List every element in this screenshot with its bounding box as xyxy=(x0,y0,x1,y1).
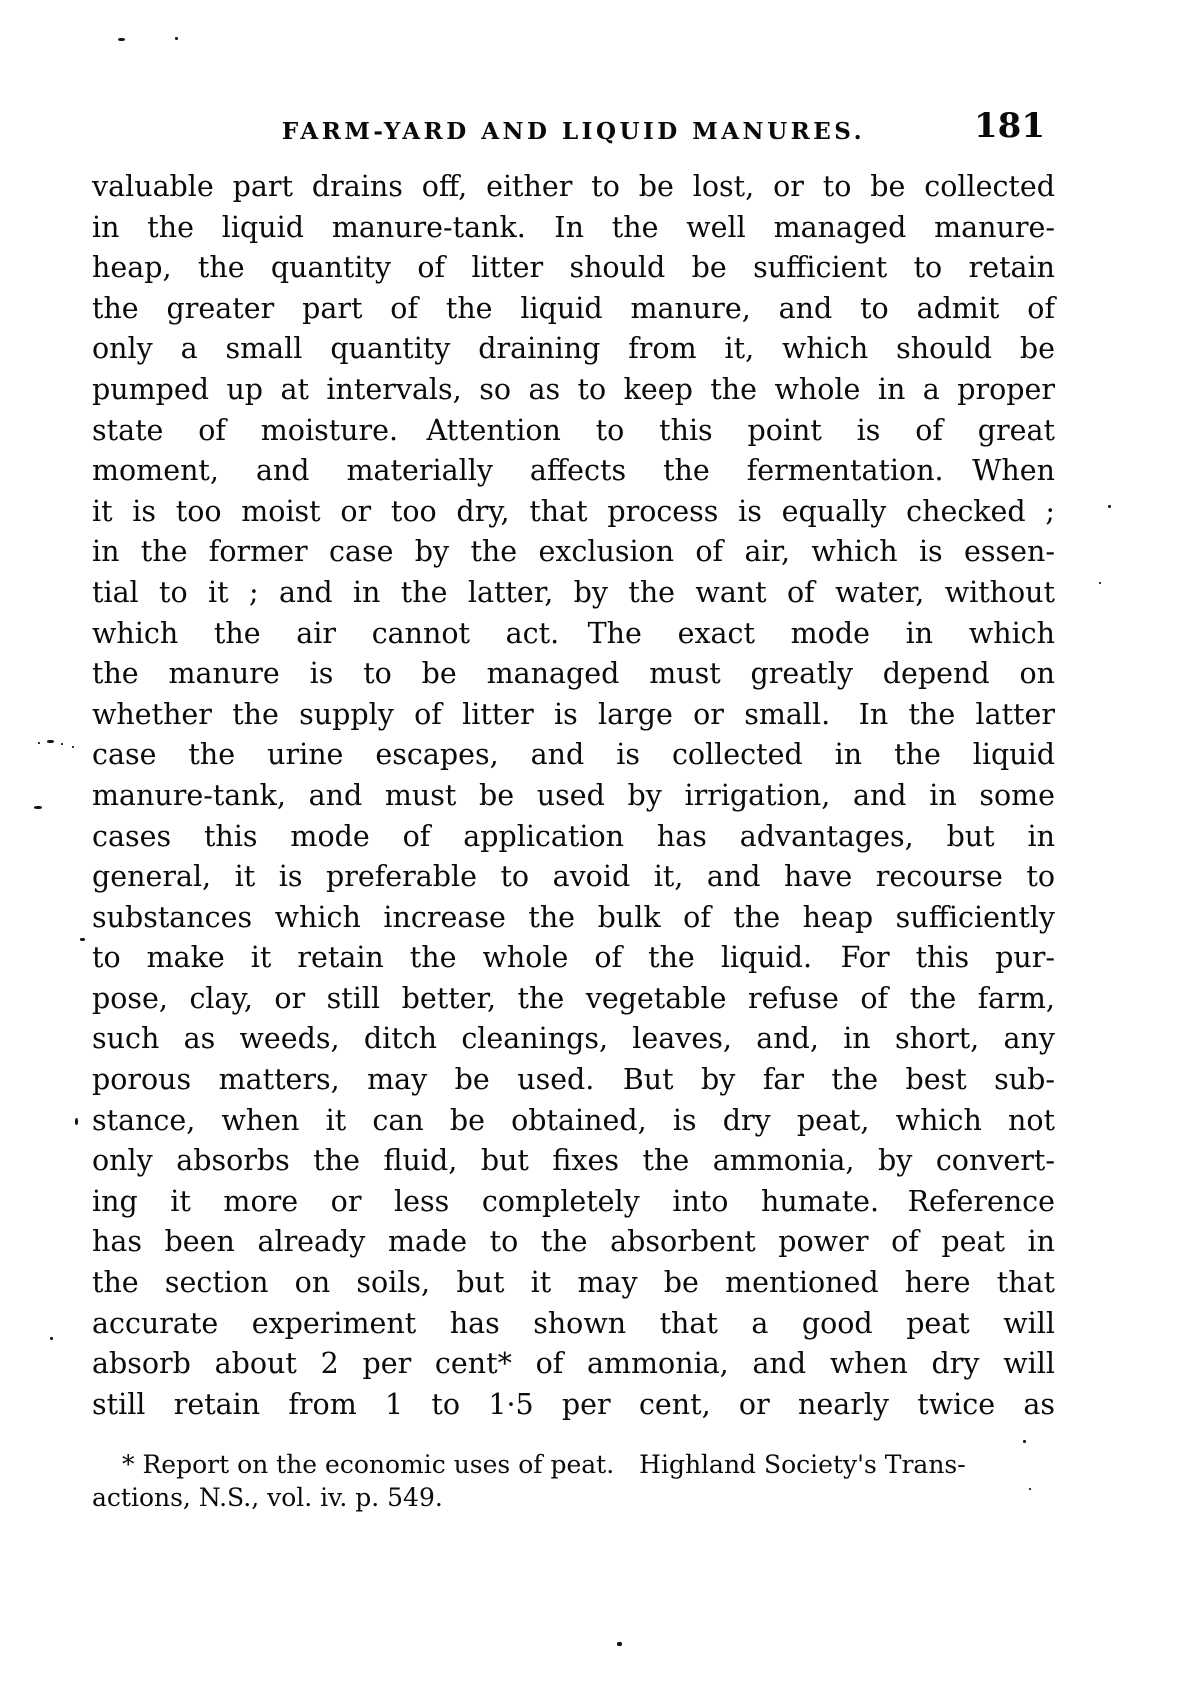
scan-speck xyxy=(1023,1440,1026,1443)
running-title: FARM-YARD AND LIQUID MANURES. xyxy=(281,118,866,145)
scan-speck xyxy=(1108,505,1111,508)
scan-speck xyxy=(38,742,40,744)
footnote xyxy=(92,1448,1055,1514)
body-line: substances which increase the bulk of the heap sufficiently xyxy=(92,900,1055,934)
body-line: tial to it ; and in the latter, by the want of water, without xyxy=(92,575,1055,609)
body-line: heap, the quantity of litter should be sufficient to retain xyxy=(92,251,1055,285)
scan-speck xyxy=(75,1118,78,1125)
body-line: porous matters, may be used. But by far the best sub- xyxy=(92,1063,1055,1097)
body-line: in the liquid manure-tank. In the well managed manure- xyxy=(92,210,1055,244)
body-line: pumped up at intervals, so as to keep the whole in a proper xyxy=(92,372,1055,406)
body-line: accurate experiment has shown that a good peat will xyxy=(92,1306,1055,1340)
body-line: pose, clay, or still better, the vegetable refuse of the farm, xyxy=(92,981,1055,1015)
footnote-line: * Report on the economic uses of peat. Highland Society's Trans- xyxy=(122,1450,966,1479)
body-line: the greater part of the liquid manure, and to admit of xyxy=(92,291,1055,325)
body-line: stance, when it can be obtained, is dry peat, which not xyxy=(92,1103,1055,1137)
footnote-line: actions, N.S., vol. iv. p. 549. xyxy=(92,1483,443,1512)
scan-speck xyxy=(80,938,85,941)
body-line: valuable part drains off, either to be lost, or to be collected xyxy=(92,170,1055,203)
body-line: whether the supply of litter is large or small. In the latter xyxy=(92,697,1055,731)
body-line: to make it retain the whole of the liquid. For this pur- xyxy=(92,941,1055,975)
scan-speck xyxy=(1029,1488,1031,1490)
body-line: only absorbs the fluid, but fixes the ammonia, by convert- xyxy=(92,1144,1055,1178)
scan-speck xyxy=(47,740,54,743)
page-number: 181 xyxy=(974,106,1045,146)
body-line: such as weeds, ditch cleanings, leaves, and, in short, any xyxy=(92,1022,1055,1056)
scan-speck xyxy=(1099,582,1101,584)
body-line: case the urine escapes, and is collected in the liquid xyxy=(92,738,1055,772)
body-text xyxy=(92,167,1055,1425)
scan-speck xyxy=(34,806,42,809)
body-line: general, it is preferable to avoid it, and have recourse to xyxy=(92,860,1055,894)
scan-speck xyxy=(617,1642,622,1646)
scan-speck xyxy=(72,746,74,748)
page-header xyxy=(92,106,1055,154)
scan-speck xyxy=(118,38,125,41)
body-line: it is too moist or too dry, that process is equally checked ; xyxy=(92,494,1055,528)
body-line: ing it more or less completely into humate. Reference xyxy=(92,1184,1055,1218)
scan-speck xyxy=(61,743,63,745)
body-line: absorb about 2 per cent* of ammonia, and when dry will xyxy=(92,1347,1055,1381)
body-line: still retain from 1 to 1·5 per cent, or nearly twice as xyxy=(92,1387,1055,1421)
body-line: moment, and materially affects the fermentation. When xyxy=(92,454,1055,488)
body-line: manure-tank, and must be used by irrigation, and in some xyxy=(92,778,1055,812)
body-line: only a small quantity draining from it, which should be xyxy=(92,332,1055,366)
body-line: has been already made to the absorbent power of peat in xyxy=(92,1225,1055,1259)
scan-speck xyxy=(50,1337,53,1340)
body-line: cases this mode of application has advantages, but in xyxy=(92,819,1055,853)
body-line: the section on soils, but it may be mentioned here that xyxy=(92,1266,1055,1300)
body-line: which the air cannot act. The exact mode in which xyxy=(92,616,1055,650)
scan-speck xyxy=(175,37,178,40)
body-line: state of moisture. Attention to this point is of great xyxy=(92,413,1055,447)
body-line: in the former case by the exclusion of air, which is essen- xyxy=(92,535,1055,569)
body-line: the manure is to be managed must greatly depend on xyxy=(92,657,1055,691)
